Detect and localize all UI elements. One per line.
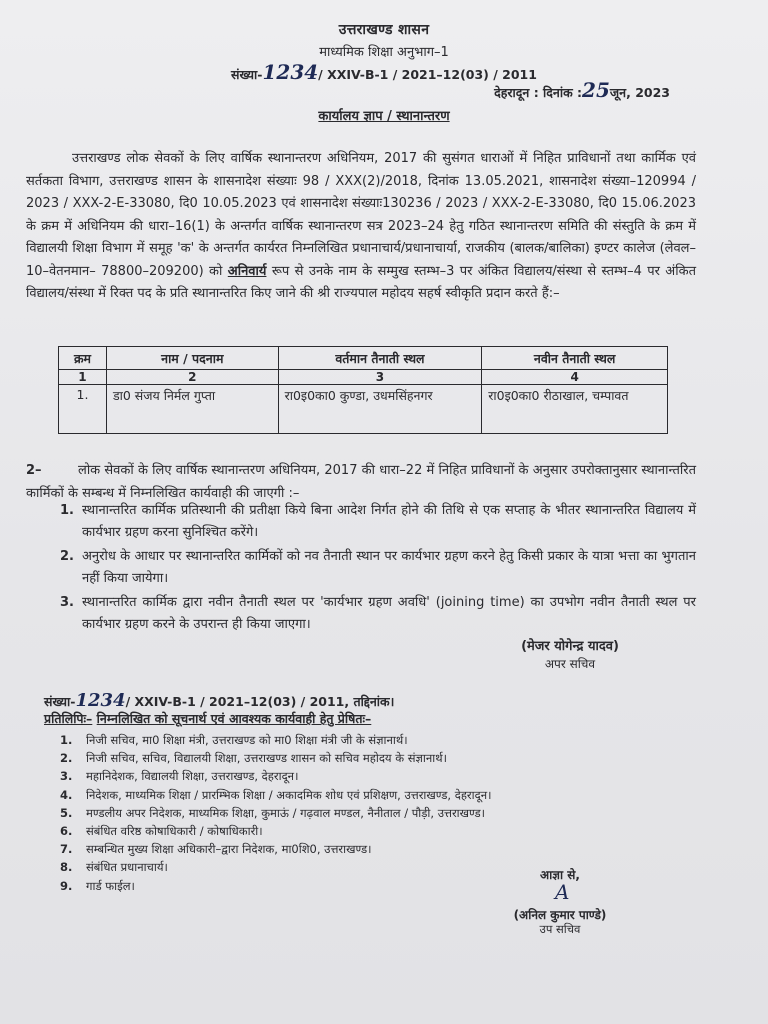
transfer-table [58,346,668,434]
column-number: 2 [106,370,278,385]
list-item-number: 9. [60,878,73,893]
list-item-text: निजी सचिव, सचिव, विद्यालयी शिक्षा, उत्तराखण्ड शासन को सचिव महोदय के संज्ञानार्थ। [86,751,447,766]
copy-to-heading [44,710,371,727]
ref-label: संख्या- [231,67,263,82]
list-item-text: मण्डलीय अपर निदेशक, माध्यमिक शिक्षा, कुमाऊं / गढ़वाल मण्डल, नैनीताल / पौड़ी, उत्तराखण्ड। [86,805,486,820]
cell-new-posting: रा0इ0का0 रीठाखाल, चम्पावत [482,385,668,434]
list-item-number: 3. [60,769,73,784]
signatory-2-designation: उप सचिव [539,922,581,936]
copy-label: प्रतिलिपिः– [44,711,93,726]
endorsement-ref-label: संख्या- [44,694,76,709]
paragraph-2-text: लोक सेवकों के लिए वार्षिक स्थानान्तरण अधिनियम, 2017 की धारा–22 में निहित प्राविधानों के अनुसार उपरोक्तानुसार स्थानान्तरित कार्मिकों के सम्बन्ध में निम्नलिखित कार्यवाही की जाएगी :– [26,463,696,501]
signatory-1-designation: अपर सचिव [544,657,596,671]
header-current-posting: वर्तमान तैनाती स्थल [278,347,482,370]
order-date [210,78,670,102]
list-item-text: संबंधित प्रधानाचार्य। [86,860,168,875]
list-item [60,858,700,876]
list-item-text: स्थानान्तरित कार्मिक प्रतिस्थानी की प्रतीक्षा किये बिना आदेश निर्गत होने की तिथि से एक सप्ताह के भीतर स्थानान्तरित विद्यालय में कार्यभार ग्रहण करना सुनिश्चित करेंगे। [82,503,696,540]
table-header-row [59,347,668,370]
header-serial: क्रम [59,347,107,370]
date-handwritten-day: 25 [582,78,610,102]
list-item [60,731,700,749]
list-item-number: 4. [60,787,73,802]
signatory-2-name: (अनिल कुमार पाण्डे) [513,908,607,922]
list-item-number: 1. [60,733,73,747]
list-item-number: 6. [60,824,73,839]
list-item [26,500,696,544]
date-label: देहरादून : दिनांक : [494,85,583,100]
copy-text: निम्नलिखित को सूचनार्थ एवं आवश्यक कार्यवाही हेतु प्रेषितः– [96,711,372,726]
header-section: माध्यमिक शिक्षा अनुभाग–1 [319,45,449,60]
list-item-text: अनुरोध के आधार पर स्थानान्तरित कार्मिकों को नव तैनाती स्थान पर कार्यभार ग्रहण करने हेतु किसी प्रकार के यात्रा भत्ता का भुगतान नहीं किया जायेगा। [82,549,696,586]
list-item [60,877,700,895]
by-order-text: आज्ञा से, [540,868,580,882]
cell-serial: 1. [59,385,107,434]
paragraph-2-number: 2– [26,463,42,478]
column-number: 4 [482,370,668,385]
list-item [60,749,700,767]
list-item-number: 1. [60,503,74,518]
header-new-posting: नवीन तैनाती स्थल [482,347,668,370]
list-item-number: 2. [60,549,74,564]
table-column-number-row [59,370,668,385]
signatory-1-name: (मेजर योगेन्द्र यादव) [521,639,619,654]
paragraph-1-text-after: रूप से उनके नाम के सम्मुख स्तम्भ–3 पर अंकित विद्यालय/संस्था से स्तम्भ–4 पर अंकित विद्यालय/संस्था में रिक्त पद के प्रति स्थानान्तरित किए जाने की श्री राज्यपाल महोदय सहर्ष स्वीकृति प्रदान करते हैं:– [26,263,696,301]
list-item-number: 8. [60,860,73,875]
list-item-text: स्थानान्तरित कार्मिक द्वारा नवीन तैनाती स्थल पर 'कार्यभार ग्रहण अवधि' (joining time) का उपभोग नवीन तैनाती स्थल पर कार्यभार ग्रहण करने के उपरान्त ही किया जाएगा। [82,595,696,632]
cell-current-posting: रा0इ0का0 कुण्डा, उधमसिंहनगर [278,385,482,434]
list-item-number: 5. [60,805,73,820]
list-item [60,840,700,858]
ref-handwritten-number: 1234 [262,60,319,84]
header-government: उत्तराखण्ड शासन [338,22,430,38]
list-item [60,767,700,785]
conditions-list [26,500,696,638]
list-item-text: संबंधित वरिष्ठ कोषाधिकारी / कोषाधिकारी। [86,824,263,839]
paragraph-1 [26,148,696,306]
list-item [60,804,700,822]
column-number: 3 [278,370,482,385]
endorsement-ref-suffix: / XXIV-B-1 / 2021–12(03) / 2011, तद्दिनांक। [125,694,395,709]
column-number: 1 [59,370,107,385]
list-item-number: 7. [60,842,73,857]
date-suffix: जून, 2023 [609,85,670,100]
cell-name: डा0 संजय निर्मल गुप्ता [106,385,278,434]
list-item-text: निजी सचिव, मा0 शिक्षा मंत्री, उत्तराखण्ड को मा0 शिक्षा मंत्री जी के संज्ञानार्थ। [86,733,408,747]
order-subject: कार्यालय ज्ञाप / स्थानान्तरण [318,109,450,124]
paragraph-1-text-before: उत्तराखण्ड लोक सेवकों के लिए वार्षिक स्थानान्तरण अधिनियम, 2017 की सुसंगत धाराओं में निहित प्राविधानों तथा कार्मिक एवं सर्तकता विभाग, उत्तराखण्ड शासन के शासनादेश संख्याः 98 / XXX(2)/2018, दिनांक 13.05.2021, शासनादेश संख्या–120994 / 2023 / XXX-2-E-33080, दि0 10.05.2023 एवं शासनादेश संख्याः130236 / 2023 / XXX-2-E-33080, दि0 15.06.2023 के क्रम में अधिनियम की धारा–16(1) के अन्तर्गत वार्षिक स्थानान्तरण सत्र 2023–24 हेतु गठित स्थानान्तरण समिति की संस्तुति के क्रम में विद्यालयी शिक्षा विभाग में समूह 'क' के अन्तर्गत कार्यरत निम्नलिखित प्रधानाचार्य/प्रधानाचार्या, राजकीय (बालक/बालिका) इण्टर कालेज (लेवल–10–वेतनमान– 78800–209200) को [26,151,696,279]
list-item-text: निदेशक, माध्यमिक शिक्षा / प्रारम्भिक शिक्षा / अकादमिक शोध एवं प्रशिक्षण, उत्तराखण्ड, देहरादून। [86,787,492,802]
table-row [59,385,668,434]
list-item-text: महानिदेशक, विद्यालयी शिक्षा, उत्तराखण्ड, देहरादून। [86,769,299,784]
list-item-text: गार्ड फाईल। [86,878,135,893]
list-item [60,786,700,804]
paragraph-1-emphasis: अनिवार्य [227,263,267,279]
signature-mark: A [555,880,570,904]
list-item [26,546,696,590]
list-item [26,592,696,636]
endorsement-reference [44,690,394,711]
endorsement-ref-handwritten: 1234 [75,690,126,711]
list-item-number: 2. [60,751,73,766]
copy-list [60,731,700,895]
list-item [60,822,700,840]
paragraph-2 [26,460,696,505]
header-name: नाम / पदनाम [106,347,278,370]
list-item-text: सम्बन्धित मुख्य शिक्षा अधिकारी–द्वारा निदेशक, मा0शि0, उत्तराखण्ड। [86,842,372,857]
ref-suffix: / XXIV-B-1 / 2021–12(03) / 2011 [318,67,537,82]
list-item-number: 3. [60,595,74,610]
